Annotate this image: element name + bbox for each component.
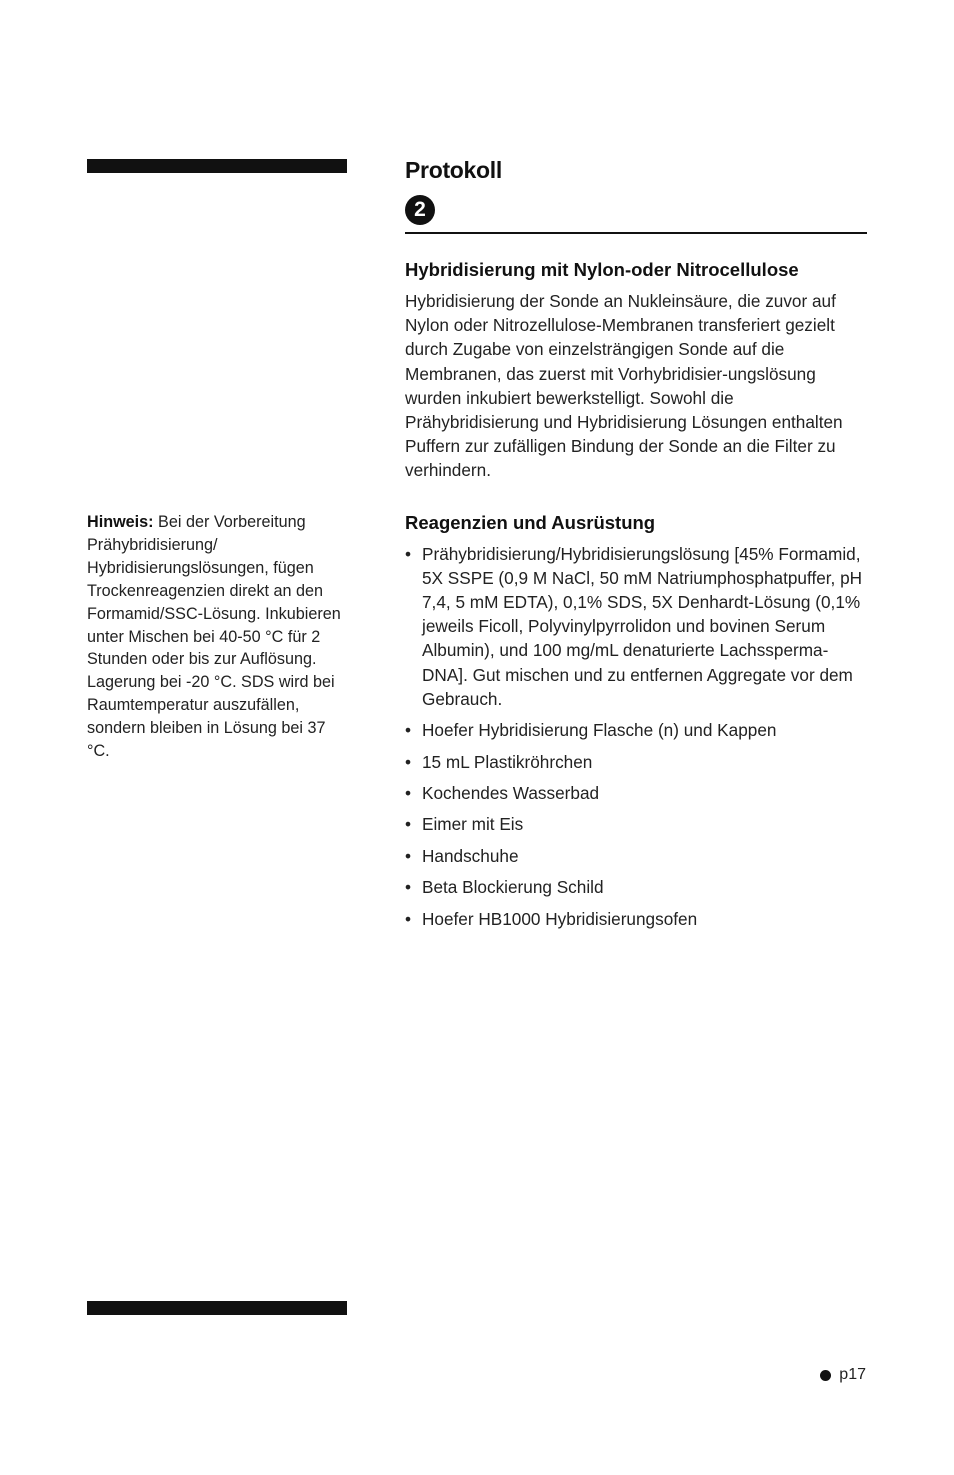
bottom-decorative-bar [87,1301,347,1315]
note-label: Hinweis: [87,513,154,531]
reagents-list [405,542,867,931]
sidebar-note [87,511,349,763]
reagents-heading: Reagenzien und Ausrüstung [405,511,656,533]
list-item: • Eimer mit Eis [405,812,867,836]
main-content [405,155,867,938]
top-decorative-bar [87,159,347,173]
bullet-dot-icon [820,1370,831,1381]
page-title: Protokoll [405,157,502,183]
page-number [820,1366,866,1384]
hybridization-heading: Hybridisierung mit Nylon-oder Nitrocellulose [405,259,799,280]
step-number-badge: 2 [405,195,435,225]
list-item: • Prähybridisierung/Hybridisierungslösung [45% Formamid, 5X SSPE (0,9 M NaCl, 50 mM Natriumphosphatpuffer, pH 7,4, 5 mM EDTA), 0,1% SDS, 5X Denhardt-Lösung (0,1% jeweils Ficoll, Polyvinylpyrrolidon und bovinen Serum Albumin), und 100 mg/mL denaturierte Lachssperma-DNA]. Gut mischen und zu entfernen Aggregate vor dem Gebrauch. [405,542,867,711]
list-item: • 15 mL Plastikröhrchen [405,750,867,774]
hybridization-paragraph: Hybridisierung der Sonde an Nukleinsäure, die zuvor auf Nylon oder Nitrozellulose-Membranen transferiert gezielt durch Zugabe von einzelsträngigen Sonde auf die Membranen, das zuerst mit Vorhybridisier-ungslösung wurden inkubiert bewerkstelligt. Sowohl die Prähybridisierung und Hybridisierung Lösungen enthalten Puffern zur zufälligen Bindung der Sonde an die Filter zu verhindern. [405,291,843,481]
page-number-label: p17 [839,1366,866,1383]
list-item: • Hoefer HB1000 Hybridisierungsofen [405,907,867,931]
list-item: • Handschuhe [405,844,867,868]
list-item: • Hoefer Hybridisierung Flasche (n) und Kappen [405,718,867,742]
list-item: • Kochendes Wasserbad [405,781,867,805]
list-item: • Beta Blockierung Schild [405,875,867,899]
title-divider [405,232,867,234]
note-text: Bei der Vorbereitung Prähybridisierung/ Hybridisierungslösungen, fügen Trockenreagenzien direkt an den Formamid/SSC-Lösung. Inkubieren unter Mischen bei 40-50 °C für 2 Stunden oder bis zur Auflösung. Lagerung bei -20 °C. SDS wird bei Raumtemperatur auszufällen, sondern bleiben in Lösung bei 37 °C. [87,513,341,761]
